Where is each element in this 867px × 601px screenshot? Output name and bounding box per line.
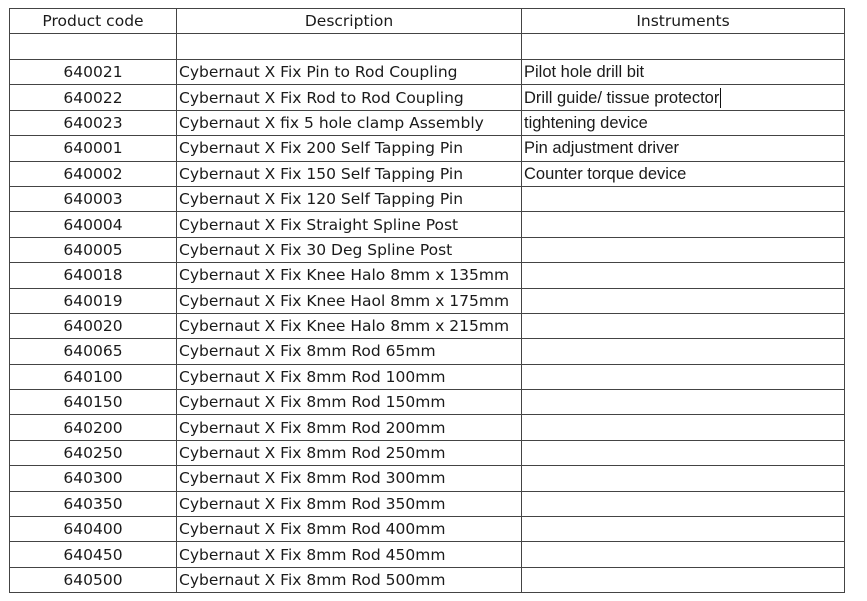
table-row bbox=[10, 415, 845, 440]
table-row bbox=[10, 186, 845, 211]
header-description[interactable]: Description bbox=[177, 9, 522, 34]
instrument-cell[interactable] bbox=[522, 542, 845, 567]
product-code-cell[interactable]: 640003 bbox=[10, 186, 177, 211]
instrument-cell[interactable] bbox=[522, 491, 845, 516]
table-row bbox=[10, 390, 845, 415]
table-row bbox=[10, 60, 845, 85]
table-row bbox=[10, 110, 845, 135]
product-code-cell[interactable]: 640150 bbox=[10, 390, 177, 415]
table-row bbox=[10, 491, 845, 516]
description-cell[interactable]: Cybernaut X Fix 8mm Rod 200mm bbox=[177, 415, 522, 440]
instrument-cell[interactable] bbox=[522, 237, 845, 262]
instrument-text: Pin adjustment driver bbox=[524, 139, 679, 158]
description-cell[interactable]: Cybernaut X Fix 8mm Rod 100mm bbox=[177, 364, 522, 389]
instrument-cell[interactable] bbox=[522, 85, 845, 110]
product-table bbox=[9, 8, 845, 593]
product-code-cell[interactable]: 640200 bbox=[10, 415, 177, 440]
product-code-cell[interactable]: 640021 bbox=[10, 60, 177, 85]
table-row bbox=[10, 567, 845, 592]
product-code-cell[interactable]: 640018 bbox=[10, 263, 177, 288]
instrument-text: Drill guide/ tissue protector bbox=[524, 88, 720, 107]
description-cell[interactable]: Cybernaut X Fix 8mm Rod 350mm bbox=[177, 491, 522, 516]
product-code-cell[interactable]: 640020 bbox=[10, 313, 177, 338]
header-product-code[interactable]: Product code bbox=[10, 9, 177, 34]
instrument-cell[interactable] bbox=[522, 364, 845, 389]
table-row bbox=[10, 542, 845, 567]
product-code-cell[interactable]: 640350 bbox=[10, 491, 177, 516]
product-code-cell[interactable]: 640450 bbox=[10, 542, 177, 567]
blank-row bbox=[10, 34, 845, 60]
description-cell[interactable]: Cybernaut X Fix 8mm Rod 65mm bbox=[177, 339, 522, 364]
table-row bbox=[10, 466, 845, 491]
instrument-cell[interactable] bbox=[522, 440, 845, 465]
product-code-cell[interactable]: 640300 bbox=[10, 466, 177, 491]
instrument-cell[interactable] bbox=[522, 390, 845, 415]
description-cell[interactable]: Cybernaut X Fix 150 Self Tapping Pin bbox=[177, 161, 522, 186]
table-row bbox=[10, 313, 845, 338]
table-row bbox=[10, 263, 845, 288]
description-cell[interactable]: Cybernaut X Fix 8mm Rod 450mm bbox=[177, 542, 522, 567]
instrument-cell[interactable] bbox=[522, 466, 845, 491]
instrument-cell[interactable] bbox=[522, 212, 845, 237]
table-row bbox=[10, 339, 845, 364]
product-code-cell[interactable]: 640005 bbox=[10, 237, 177, 262]
product-code-cell[interactable]: 640100 bbox=[10, 364, 177, 389]
table-row bbox=[10, 136, 845, 161]
instrument-cell[interactable] bbox=[522, 186, 845, 211]
description-cell[interactable]: Cybernaut X Fix Knee Halo 8mm x 135mm bbox=[177, 263, 522, 288]
product-code-cell[interactable]: 640022 bbox=[10, 85, 177, 110]
instrument-cell[interactable] bbox=[522, 567, 845, 592]
description-cell[interactable]: Cybernaut X Fix Pin to Rod Coupling bbox=[177, 60, 522, 85]
description-cell[interactable]: Cybernaut X Fix 8mm Rod 300mm bbox=[177, 466, 522, 491]
description-cell[interactable]: Cybernaut X Fix 200 Self Tapping Pin bbox=[177, 136, 522, 161]
description-cell[interactable]: Cybernaut X Fix 30 Deg Spline Post bbox=[177, 237, 522, 262]
blank-cell[interactable] bbox=[177, 34, 522, 60]
instrument-cell[interactable] bbox=[522, 263, 845, 288]
product-code-cell[interactable]: 640004 bbox=[10, 212, 177, 237]
text-cursor bbox=[720, 88, 721, 108]
instrument-cell[interactable] bbox=[522, 288, 845, 313]
instrument-text: Pilot hole drill bit bbox=[524, 63, 645, 82]
description-cell[interactable]: Cybernaut X Fix 8mm Rod 400mm bbox=[177, 517, 522, 542]
table-row bbox=[10, 517, 845, 542]
description-cell[interactable]: Cybernaut X Fix Knee Haol 8mm x 175mm bbox=[177, 288, 522, 313]
instrument-text: Counter torque device bbox=[524, 164, 687, 183]
table-row bbox=[10, 161, 845, 186]
product-code-cell[interactable]: 640019 bbox=[10, 288, 177, 313]
product-code-cell[interactable]: 640001 bbox=[10, 136, 177, 161]
instrument-cell[interactable] bbox=[522, 415, 845, 440]
product-code-cell[interactable]: 640065 bbox=[10, 339, 177, 364]
description-cell[interactable]: Cybernaut X Fix 8mm Rod 500mm bbox=[177, 567, 522, 592]
table-row bbox=[10, 440, 845, 465]
instrument-cell[interactable] bbox=[522, 339, 845, 364]
product-code-cell[interactable]: 640023 bbox=[10, 110, 177, 135]
blank-cell[interactable] bbox=[522, 34, 845, 60]
instrument-cell[interactable] bbox=[522, 161, 845, 186]
table-row bbox=[10, 85, 845, 110]
header-row bbox=[10, 9, 845, 34]
instrument-cell[interactable] bbox=[522, 136, 845, 161]
blank-cell[interactable] bbox=[10, 34, 177, 60]
product-code-cell[interactable]: 640400 bbox=[10, 517, 177, 542]
instrument-cell[interactable] bbox=[522, 313, 845, 338]
table-row bbox=[10, 212, 845, 237]
product-code-cell[interactable]: 640250 bbox=[10, 440, 177, 465]
description-cell[interactable]: Cybernaut X Fix Knee Halo 8mm x 215mm bbox=[177, 313, 522, 338]
description-cell[interactable]: Cybernaut X Fix 8mm Rod 250mm bbox=[177, 440, 522, 465]
description-cell[interactable]: Cybernaut X Fix 120 Self Tapping Pin bbox=[177, 186, 522, 211]
header-instruments[interactable]: Instruments bbox=[522, 9, 845, 34]
instrument-text: tightening device bbox=[524, 113, 648, 132]
description-cell[interactable]: Cybernaut X Fix 8mm Rod 150mm bbox=[177, 390, 522, 415]
table-row bbox=[10, 364, 845, 389]
table-row bbox=[10, 288, 845, 313]
description-cell[interactable]: Cybernaut X Fix Rod to Rod Coupling bbox=[177, 85, 522, 110]
instrument-cell[interactable] bbox=[522, 60, 845, 85]
description-cell[interactable]: Cybernaut X fix 5 hole clamp Assembly bbox=[177, 110, 522, 135]
instrument-cell[interactable] bbox=[522, 110, 845, 135]
table-row bbox=[10, 237, 845, 262]
product-code-cell[interactable]: 640500 bbox=[10, 567, 177, 592]
instrument-cell[interactable] bbox=[522, 517, 845, 542]
product-code-cell[interactable]: 640002 bbox=[10, 161, 177, 186]
description-cell[interactable]: Cybernaut X Fix Straight Spline Post bbox=[177, 212, 522, 237]
